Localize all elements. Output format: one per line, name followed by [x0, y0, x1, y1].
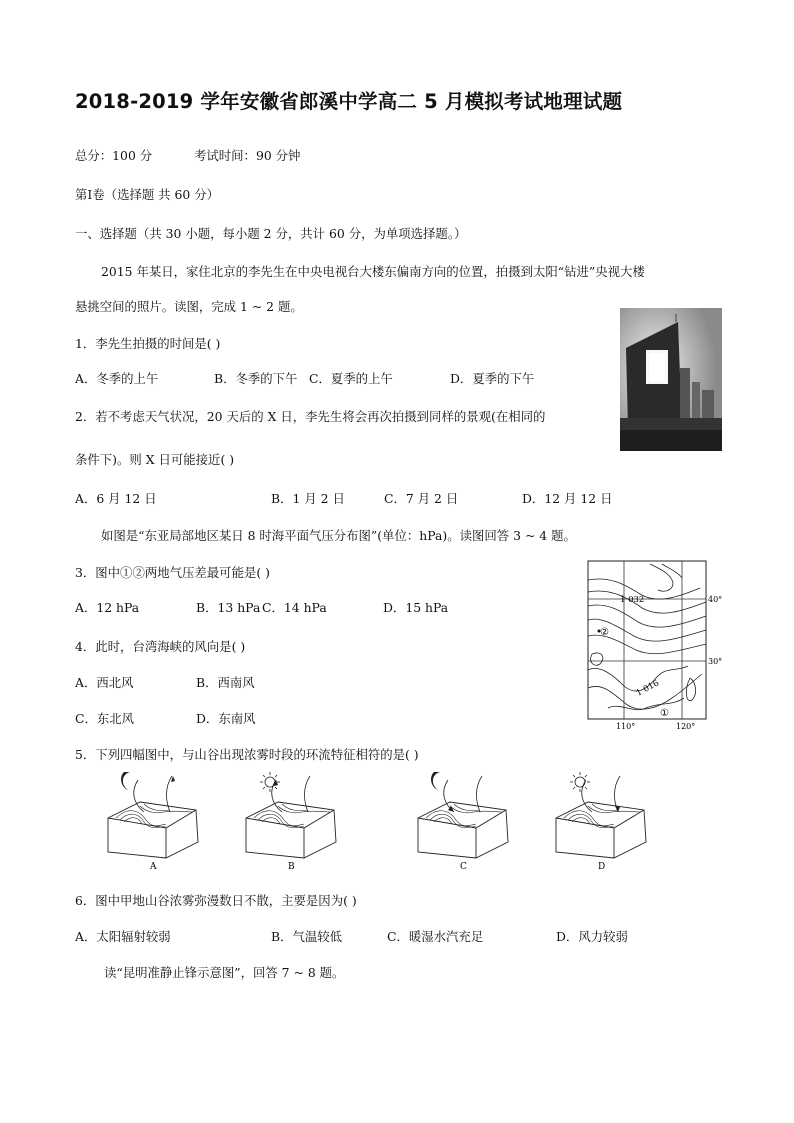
- q2-option-c: C．7 月 2 日: [384, 491, 459, 506]
- question-1-stem: 1．李先生拍摄的时间是( ): [75, 336, 221, 351]
- q2-option-d: D．12 月 12 日: [522, 491, 613, 506]
- q1-option-c: C．夏季的上午: [309, 371, 393, 386]
- question-5-stem: 5．下列四幅图中，与山谷出现浓雾时段的环流特征相符的是( ): [75, 747, 419, 762]
- isobar-label-1016: 1 016: [634, 678, 661, 699]
- lon-label-110: 110°: [616, 722, 636, 731]
- lat-label-40: 40°: [708, 595, 723, 604]
- q6-option-a: A．太阳辐射较弱: [75, 929, 171, 944]
- q4-option-d: D．东南风: [196, 711, 256, 726]
- lat-label-30: 30°: [708, 657, 723, 666]
- part-heading: 一、选择题（共 30 小题，每小题 2 分，共计 60 分，为单项选择题。）: [75, 226, 467, 241]
- diagram-label-a: A: [150, 862, 157, 872]
- page-title: 2018-2019 学年安徽省郎溪中学高二 5 月模拟考试地理试题: [75, 90, 623, 113]
- intro-paragraph-3: 读“昆明准静止锋示意图”，回答 7 ~ 8 题。: [104, 965, 345, 980]
- q6-option-b: B．气温较低: [271, 929, 343, 944]
- valley-diagram-b: [238, 768, 344, 872]
- total-score: 总分：100 分: [75, 148, 153, 163]
- sun-icon: [260, 772, 280, 792]
- q6-option-c: C．暖湿水汽充足: [387, 929, 484, 944]
- valley-diagram-c: [410, 768, 516, 872]
- diagram-label-d: D: [598, 862, 606, 872]
- q4-option-c: C．东北风: [75, 711, 135, 726]
- exam-time: 考试时间：90 分钟: [194, 148, 301, 163]
- diagram-label-b: B: [288, 862, 295, 872]
- cctv-building-photo: [620, 308, 722, 451]
- q1-option-a: A．冬季的上午: [75, 371, 159, 386]
- sun-icon: [570, 772, 590, 792]
- question-4-stem: 4．此时，台湾海峡的风向是( ): [75, 639, 246, 654]
- question-3-stem: 3．图中①②两地气压差最可能是( ): [75, 565, 270, 580]
- isobar-label-1032: 1 032: [620, 595, 645, 605]
- question-6-stem: 6．图中甲地山谷浓雾弥漫数日不散，主要是因为( ): [75, 893, 357, 908]
- intro-paragraph-1: 2015 年某日，家住北京的李先生在中央电视台大楼东偏南方向的位置，拍摄到太阳“钻进”央视大楼: [101, 264, 645, 279]
- pressure-map: [580, 558, 730, 736]
- q3-option-b: B．13 hPa: [196, 600, 261, 615]
- q2-option-b: B．1 月 2 日: [271, 491, 345, 506]
- q1-option-d: D．夏季的下午: [450, 371, 535, 386]
- moon-icon: [431, 772, 440, 790]
- q6-option-d: D．风力较弱: [556, 929, 628, 944]
- q2-option-a: A．6 月 12 日: [75, 491, 157, 506]
- q1-option-b: B．冬季的下午: [214, 371, 298, 386]
- question-2-stem-cont: 条件下)。则 X 日可能接近( ): [75, 452, 235, 467]
- section-heading: 第Ⅰ卷（选择题 共 60 分）: [75, 187, 219, 202]
- intro-paragraph-1-cont: 悬挑空间的照片。读图，完成 1 ~ 2 题。: [75, 299, 303, 314]
- q3-option-d: D．15 hPa: [383, 600, 449, 615]
- intro-paragraph-2: 如图是“东亚局部地区某日 8 时海平面气压分布图”(单位：hPa)。读图回答 3 ~ 4 题。: [101, 528, 576, 543]
- map-point-2: ②: [600, 627, 609, 638]
- valley-diagram-d: [548, 768, 654, 872]
- q4-option-a: A．西北风: [75, 675, 134, 690]
- question-2-stem: 2．若不考虑天气状况，20 天后的 X 日，李先生将会再次拍摄到同样的景观(在相同的: [75, 409, 546, 424]
- moon-icon: [121, 772, 130, 790]
- valley-diagram-a: [100, 768, 206, 872]
- q3-option-c: C．14 hPa: [262, 600, 327, 615]
- diagram-label-c: C: [460, 862, 467, 872]
- q4-option-b: B．西南风: [196, 675, 255, 690]
- q3-option-a: A．12 hPa: [75, 600, 140, 615]
- map-point-1: ①: [660, 708, 669, 719]
- lon-label-120: 120°: [676, 722, 696, 731]
